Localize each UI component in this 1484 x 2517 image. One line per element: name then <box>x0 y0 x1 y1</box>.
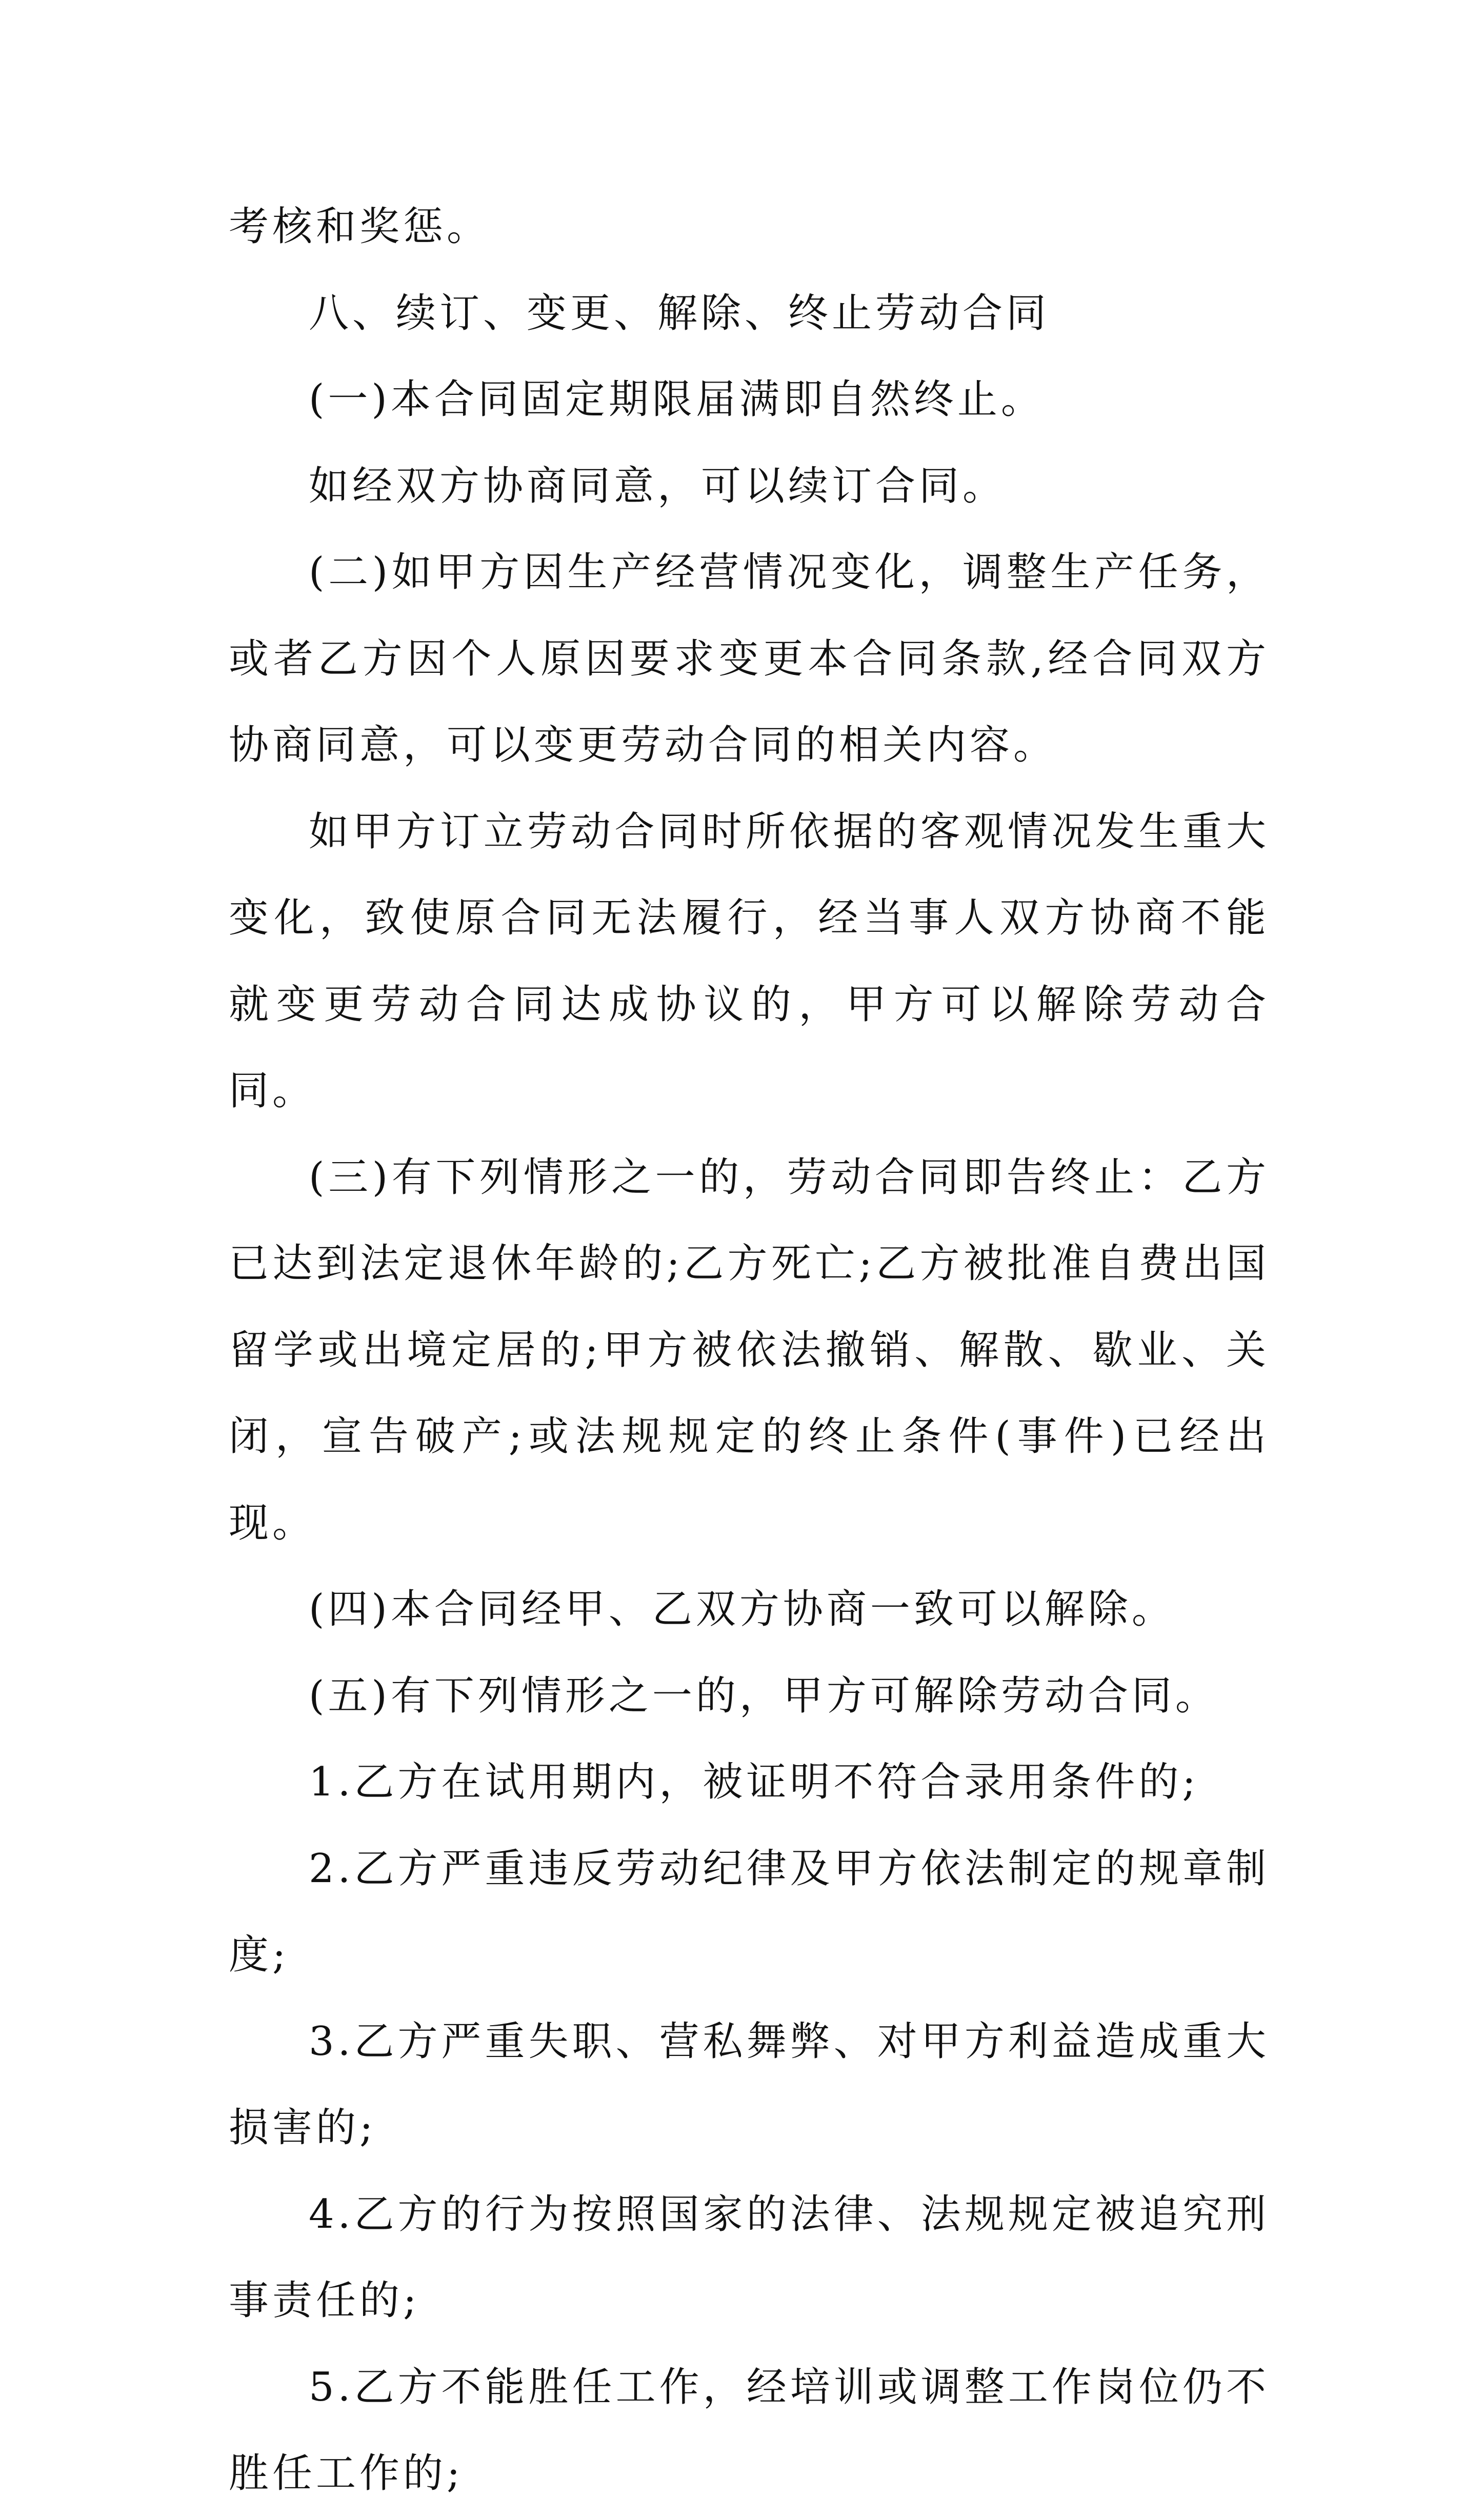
paragraph-continuation: 考核和奖惩。 <box>229 204 491 250</box>
clause-4: (四)本合同经甲、乙双方协商一致可以解除。 <box>309 1586 1175 1632</box>
document-body <box>229 184 1270 2517</box>
clause-1-renewal: 如经双方协商同意，可以续订合同。 <box>309 463 1007 509</box>
clause-1: (一)本合同固定期限届满即自然终止。 <box>309 376 1045 423</box>
list-item-4: 4.乙方的行为按照国家的法律、法规规定被追究刑事责任的; <box>229 2191 1270 2324</box>
list-item-1: 1.乙方在试用期内，被证明不符合录用条件的; <box>309 1759 1199 1805</box>
clause-5: (五)有下列情形之一的，甲方可解除劳动合同。 <box>309 1672 1219 1719</box>
section-heading-8: 八、续订、变更、解除、终止劳动合同 <box>309 290 1050 336</box>
list-item-5: 5.乙方不能胜任工作，经培训或调整工作岗位仍不胜任工作的; <box>229 2364 1270 2496</box>
list-item-2: 2.乙方严重违反劳动纪律及甲方依法制定的规章制度; <box>229 1845 1270 1978</box>
clause-2-termination: 如甲方订立劳动合同时所依据的客观情况发生重大变化，致使原合同无法履行，经当事人双方协商不能就变更劳动合同达成协议的，甲方可以解除劳动合同。 <box>229 808 1270 1114</box>
clause-2: (二)如甲方因生产经营情况变化，调整生产任务，或者乙方因个人原因要求变更本合同条款,经合同双方协商同意，可以变更劳动合同的相关内容。 <box>229 549 1270 768</box>
clause-3: (三)有下列情形之一的，劳动合同即告终止：乙方已达到法定退休年龄的;乙方死亡;乙方被批准自费出国留学或出境定居的;甲方被依法撤销、解散、歇业、关闭，宣告破产;或法规规定的终止条件(事件)已经出现。 <box>229 1154 1270 1546</box>
list-item-3: 3.乙方严重失职、营私舞弊、对甲方利益造成重大损害的; <box>229 2018 1270 2151</box>
